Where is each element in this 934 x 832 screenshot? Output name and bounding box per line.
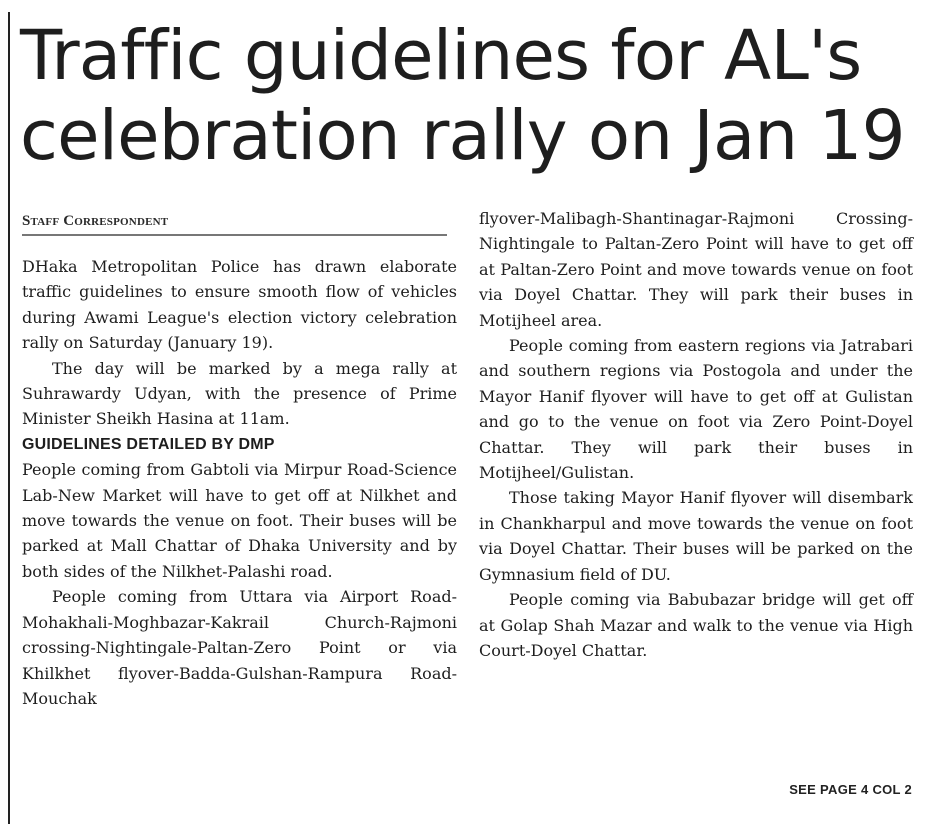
paragraph: People coming from Uttara via Airport Road-Mohakhali-Moghbazar-Kakrail Church-Rajmoni crossing-Nightingale-Paltan-Zero Point or via Khilkhet flyover-Badda-Gulshan-Rampura Road-Mouchak [22,587,457,708]
headline-line-2: celebration rally on Jan 19 [20,96,905,176]
headline-line-1: Traffic guidelines for AL's [20,16,862,96]
paragraph: People coming via Babubazar bridge will get off at Golap Shah Mazar and walk to the venue via High Court-Doyel Chattar. [479,590,913,660]
headline [20,16,925,176]
subhead: GUIDELINES DETAILED BY DMP [22,435,275,453]
byline: Staff Correspondent [22,213,447,236]
left-column [22,254,457,711]
paragraph: Those taking Mayor Hanif flyover will disembark in Chankharpul and move towards the venue on foot via Doyel Chattar. Their buses will be parked on the Gymnasium field of DU. [479,488,913,584]
paragraph: People coming from eastern regions via Jatrabari and southern regions via Postogola and under the Mayor Hanif flyover will have to get off at Gulistan and go to the venue on foot via Zero Point-Doyel Chattar. They will park their buses in Motijheel/Gulistan. [479,336,913,483]
paragraph: The day will be marked by a mega rally at Suhrawardy Udyan, with the presence of Prime Minister Sheikh Hasina at 11am. [22,358,457,429]
paragraph: flyover-Malibagh-Shantinagar-Rajmoni Crossing-Nightingale to Paltan-Zero Point will have to get off at Paltan-Zero Point and move towards venue on foot via Doyel Chattar. They will park their buses in Motijheel area. [479,209,913,330]
column-rule [8,12,10,824]
right-column [479,206,913,663]
paragraph: People coming from Gabtoli via Mirpur Road-Science Lab-New Market will have to get off at Nilkhet and move towards the venue on foot. Their buses will be parked at Mall Chattar of Dhaka University and by both sides of the Nilkhet-Palashi road. [22,460,457,581]
paragraph: DHaka Metropolitan Police has drawn elaborate traffic guidelines to ensure smooth flow of vehicles during Awami League's election victory celebration rally on Saturday (January 19). [22,257,457,353]
continuation-link[interactable]: SEE PAGE 4 COL 2 [789,782,912,797]
